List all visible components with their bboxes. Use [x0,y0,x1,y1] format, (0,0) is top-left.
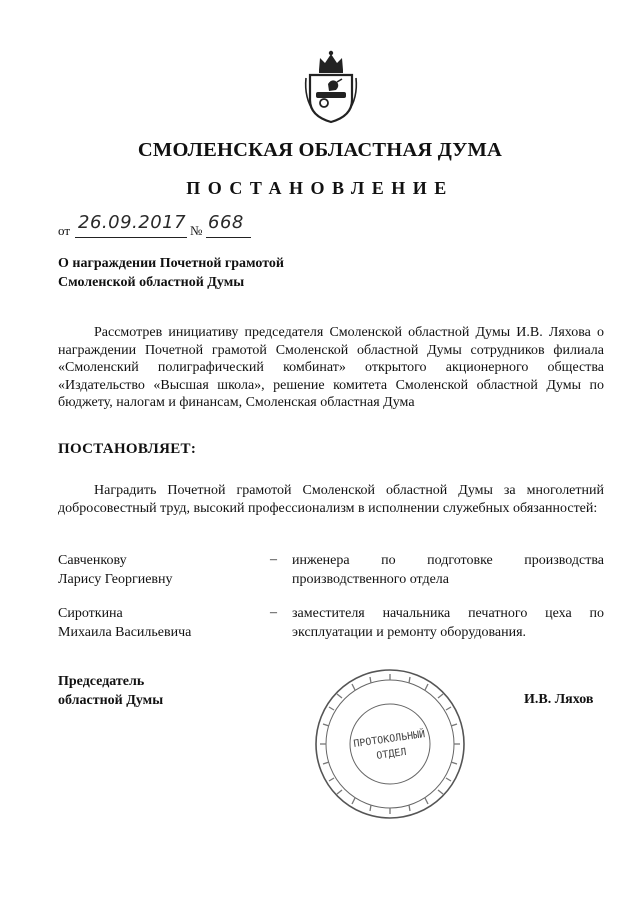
awardee-dash: – [270,552,277,567]
preamble-paragraph [58,324,604,412]
smolensk-coat-of-arms-icon [302,48,360,124]
signatory-title: Председатель областной Думы [58,674,164,708]
document-type: ПОСТАНОВЛЕНИЕ [186,178,454,198]
subject-line: Смоленской областной Думы [58,275,245,290]
preamble-text: Рассмотрев инициативу председателя Смоленской областной Думы И.В. Ляхова о награждении Почетной грамотой Смоленской областной Думы сотрудников филиала «Смоленский полиграфический комбинат» открытого акционерного общества «Издательство «Высшая школа», решение комитета Смоленской областной Думы по бюджету, налогам и финансам, Смоленская областная Дума [58,325,604,410]
handwritten-number: 668 [208,212,244,233]
subject-line: О награждении Почетной грамотой [58,256,284,271]
awardee-position: заместителя начальника печатного цеха по эксплуатации и ремонту оборудования. [292,606,604,640]
number-underline [206,237,251,238]
resolves-heading: ПОСТАНОВЛЯЕТ: [58,441,197,457]
official-seal-stamp [310,664,470,824]
awardee-position: инженера по подготовке производства производственного отдела [292,553,604,587]
signer-name: И.В. Ляхов [524,692,594,707]
stamp-center-text: ПРОТОКОЛЬНЫЙ [352,729,426,751]
stamp-center-text: ОТДЕЛ [375,746,408,762]
document-subject [58,254,358,292]
organization-title: СМОЛЕНСКАЯ ОБЛАСТНАЯ ДУМА [137,139,503,161]
handwritten-date: 26.09.2017 [78,212,187,233]
award-paragraph [58,482,604,517]
awardee-name: Сироткина Михаила Васильевича [58,606,192,640]
awardee-dash: – [270,605,277,620]
date-prefix: от [58,223,71,238]
number-prefix: № [190,223,203,238]
date-underline [75,237,187,238]
award-text: Наградить Почетной грамотой Смоленской областной Думы за многолетний добросовестный труд, высокий профессионализм в исполнении служебных обязанностей: [58,483,604,516]
awardee-name: Савченкову Ларису Георгиевну [58,553,173,587]
